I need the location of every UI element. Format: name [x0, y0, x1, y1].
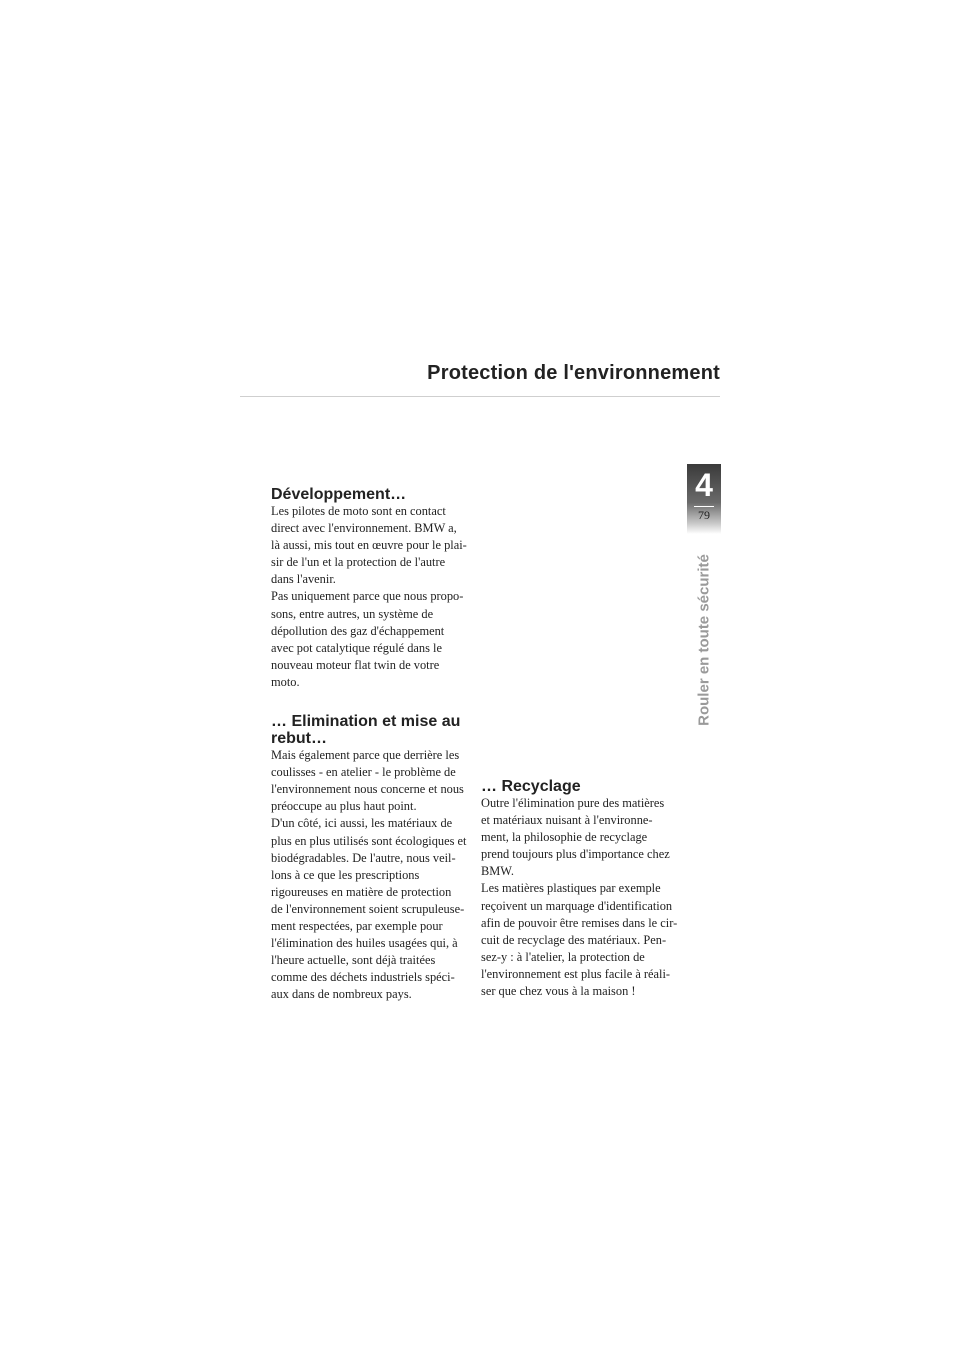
section-heading: … Recyclage [481, 778, 581, 795]
left-column [271, 486, 475, 1003]
section-heading: Développement… [271, 486, 407, 503]
chapter-tab [687, 464, 721, 534]
section-heading: … Elimination et mise au rebut… [271, 713, 461, 748]
chapter-divider [694, 506, 714, 507]
paragraph: Les pilotes de moto sont en contact direct avec l'environnement. BMW a, là aussi, mis tout en œuvre pour le plai- sir de l'un et la protection de l'autre dans l'avenir. [271, 504, 467, 587]
paragraph: Mais également parce que derrière les coulisses - en atelier - le problème de l'environnement nous concerne et nous préoccupe au plus haut point. [271, 748, 464, 814]
paragraph: Les matières plastiques par exemple reçoivent un marquage d'identification afin de pouvoir être remises dans le cir- cuit de recyclage des matériaux. Pen- sez-y : à l'atelier, la protection de l'environnement est plus facile à réali- ser que chez vous à la maison ! [481, 881, 678, 999]
paragraph: D'un côté, ici aussi, les matériaux de plus en plus utilisés sont écologiques et biodégradables. De l'autre, nous veil- lons à ce que les prescriptions rigoureuses en matière de protection de l'environnement soient scrupuleuse- ment respectées, par exemple pour l'élimination des huiles usagées qui, à l'heure actuelle, sont déjà traitées comme des déchets industriels spéci- aux dans de nombreux pays. [271, 816, 467, 1002]
page-number: 79 [698, 508, 710, 522]
chapter-number: 4 [695, 467, 713, 503]
chapter-side-label: Rouler en toute sécurité [695, 554, 713, 726]
paragraph: Pas uniquement parce que nous propo- sons, entre autres, un système de dépollution des gaz d'échappement avec pot catalytique régulé dans le nouveau moteur flat twin de votre moto. [271, 589, 464, 689]
title-divider [240, 396, 720, 397]
section-recyclage [481, 778, 685, 1000]
section-elimination [271, 713, 475, 1003]
paragraph: Outre l'élimination pure des matières et matériaux nuisant à l'environne- ment, la philosophie de recyclage prend toujours plus d'importance chez BMW. [481, 796, 670, 879]
page-title: Protection de l'environnement [427, 362, 720, 384]
section-developpement [271, 486, 475, 691]
right-column [481, 778, 685, 1000]
